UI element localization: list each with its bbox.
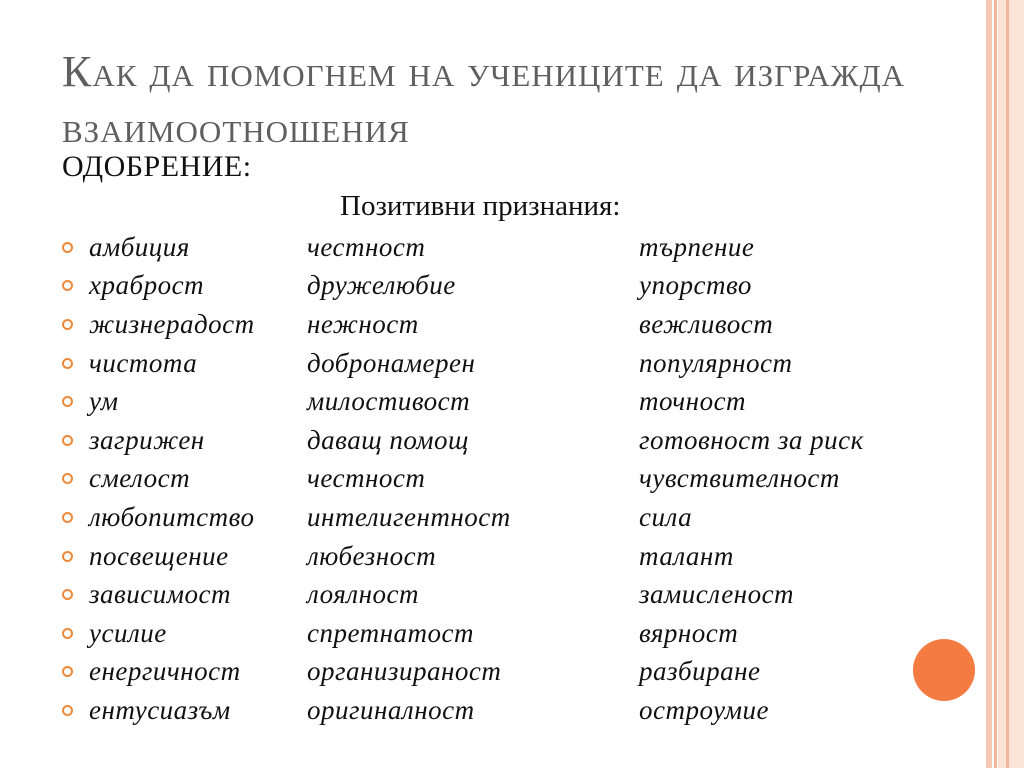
list-item-col3: търпение bbox=[639, 231, 755, 262]
list-item-col1: енергичност bbox=[89, 656, 241, 687]
list-item bbox=[62, 421, 864, 460]
decorative-stripe bbox=[994, 0, 997, 768]
list-item-col2: нежност bbox=[307, 308, 419, 339]
list-item bbox=[62, 305, 864, 344]
list-item-col1: храброст bbox=[89, 270, 205, 301]
decorative-stripe bbox=[986, 0, 992, 768]
bullet-icon bbox=[62, 242, 73, 253]
list-item bbox=[62, 228, 864, 267]
list-item bbox=[62, 267, 864, 306]
list-item-col1: усилие bbox=[89, 617, 167, 648]
bullet-icon bbox=[62, 358, 73, 369]
bullet-icon bbox=[62, 396, 73, 407]
list-item-col3: сила bbox=[639, 501, 693, 532]
list-item-col2: интелигентност bbox=[307, 501, 511, 532]
list-item bbox=[62, 653, 864, 692]
list-item-col2: организираност bbox=[307, 656, 502, 687]
bullet-icon bbox=[62, 666, 73, 677]
bullet-icon bbox=[62, 551, 73, 562]
list-item-col3: точност bbox=[639, 386, 747, 417]
list-item-col3: популярност bbox=[639, 347, 793, 378]
list-heading: Позитивни признания: bbox=[340, 190, 621, 222]
list-item-col3: вежливост bbox=[639, 308, 774, 339]
list-item-col2: дружелюбие bbox=[307, 270, 456, 301]
decorative-stripe bbox=[1006, 0, 1009, 768]
bullet-icon bbox=[62, 628, 73, 639]
list-item-col1: ум bbox=[89, 386, 119, 417]
list-item-col2: честност bbox=[307, 463, 426, 494]
list-item-col2: добронамерен bbox=[307, 347, 476, 378]
list-item-col3: упорство bbox=[639, 270, 752, 301]
list-item-col2: милостивост bbox=[307, 386, 471, 417]
list-item-col2: любезност bbox=[307, 540, 437, 571]
list-item-col1: посвещение bbox=[89, 540, 229, 571]
list-item-col3: готовност за риск bbox=[639, 424, 864, 455]
list-item bbox=[62, 537, 864, 576]
list-item bbox=[62, 614, 864, 653]
list-item-col1: жизнерадост bbox=[89, 308, 255, 339]
bullet-icon bbox=[62, 589, 73, 600]
list-item bbox=[62, 498, 864, 537]
bullet-icon bbox=[62, 435, 73, 446]
decorative-circle bbox=[913, 639, 975, 701]
list-item-col1: загрижен bbox=[89, 424, 205, 455]
list-item-col3: замисленост bbox=[639, 579, 795, 610]
bullet-icon bbox=[62, 705, 73, 716]
list-item-col3: остроумие bbox=[639, 694, 769, 725]
list-item-col2: честност bbox=[307, 231, 426, 262]
bullet-icon bbox=[62, 473, 73, 484]
list-item-col2: даващ помощ bbox=[307, 424, 469, 455]
list-item bbox=[62, 344, 864, 383]
bullet-icon bbox=[62, 280, 73, 291]
list-item-col1: чистота bbox=[89, 347, 198, 378]
list-item bbox=[62, 460, 864, 499]
list-item-col1: ентусиазъм bbox=[89, 694, 231, 725]
list-item bbox=[62, 691, 864, 730]
list-item-col3: вярност bbox=[639, 617, 739, 648]
list-item-col3: талант bbox=[639, 540, 734, 571]
list-item-col1: смелост bbox=[89, 463, 191, 494]
bullet-icon bbox=[62, 319, 73, 330]
list-item bbox=[62, 382, 864, 421]
list-item-col1: любопитство bbox=[89, 501, 255, 532]
list-item-col1: амбиция bbox=[89, 231, 190, 262]
qualities-list bbox=[62, 228, 864, 730]
list-item bbox=[62, 575, 864, 614]
list-item-col3: чувствителност bbox=[639, 463, 840, 494]
decorative-stripe bbox=[998, 0, 1024, 768]
list-item-col1: зависимост bbox=[89, 579, 231, 610]
slide-title: Как да помогнем на учениците да изгражда взаимоотношения bbox=[62, 47, 906, 152]
list-item-col2: спретнатост bbox=[307, 617, 474, 648]
bullet-icon bbox=[62, 512, 73, 523]
slide-subtitle: ОДОБРЕНИЕ: bbox=[62, 150, 252, 183]
list-item-col2: лоялност bbox=[307, 579, 419, 610]
list-item-col2: оригиналност bbox=[307, 694, 475, 725]
list-item-col3: разбиране bbox=[639, 656, 761, 687]
